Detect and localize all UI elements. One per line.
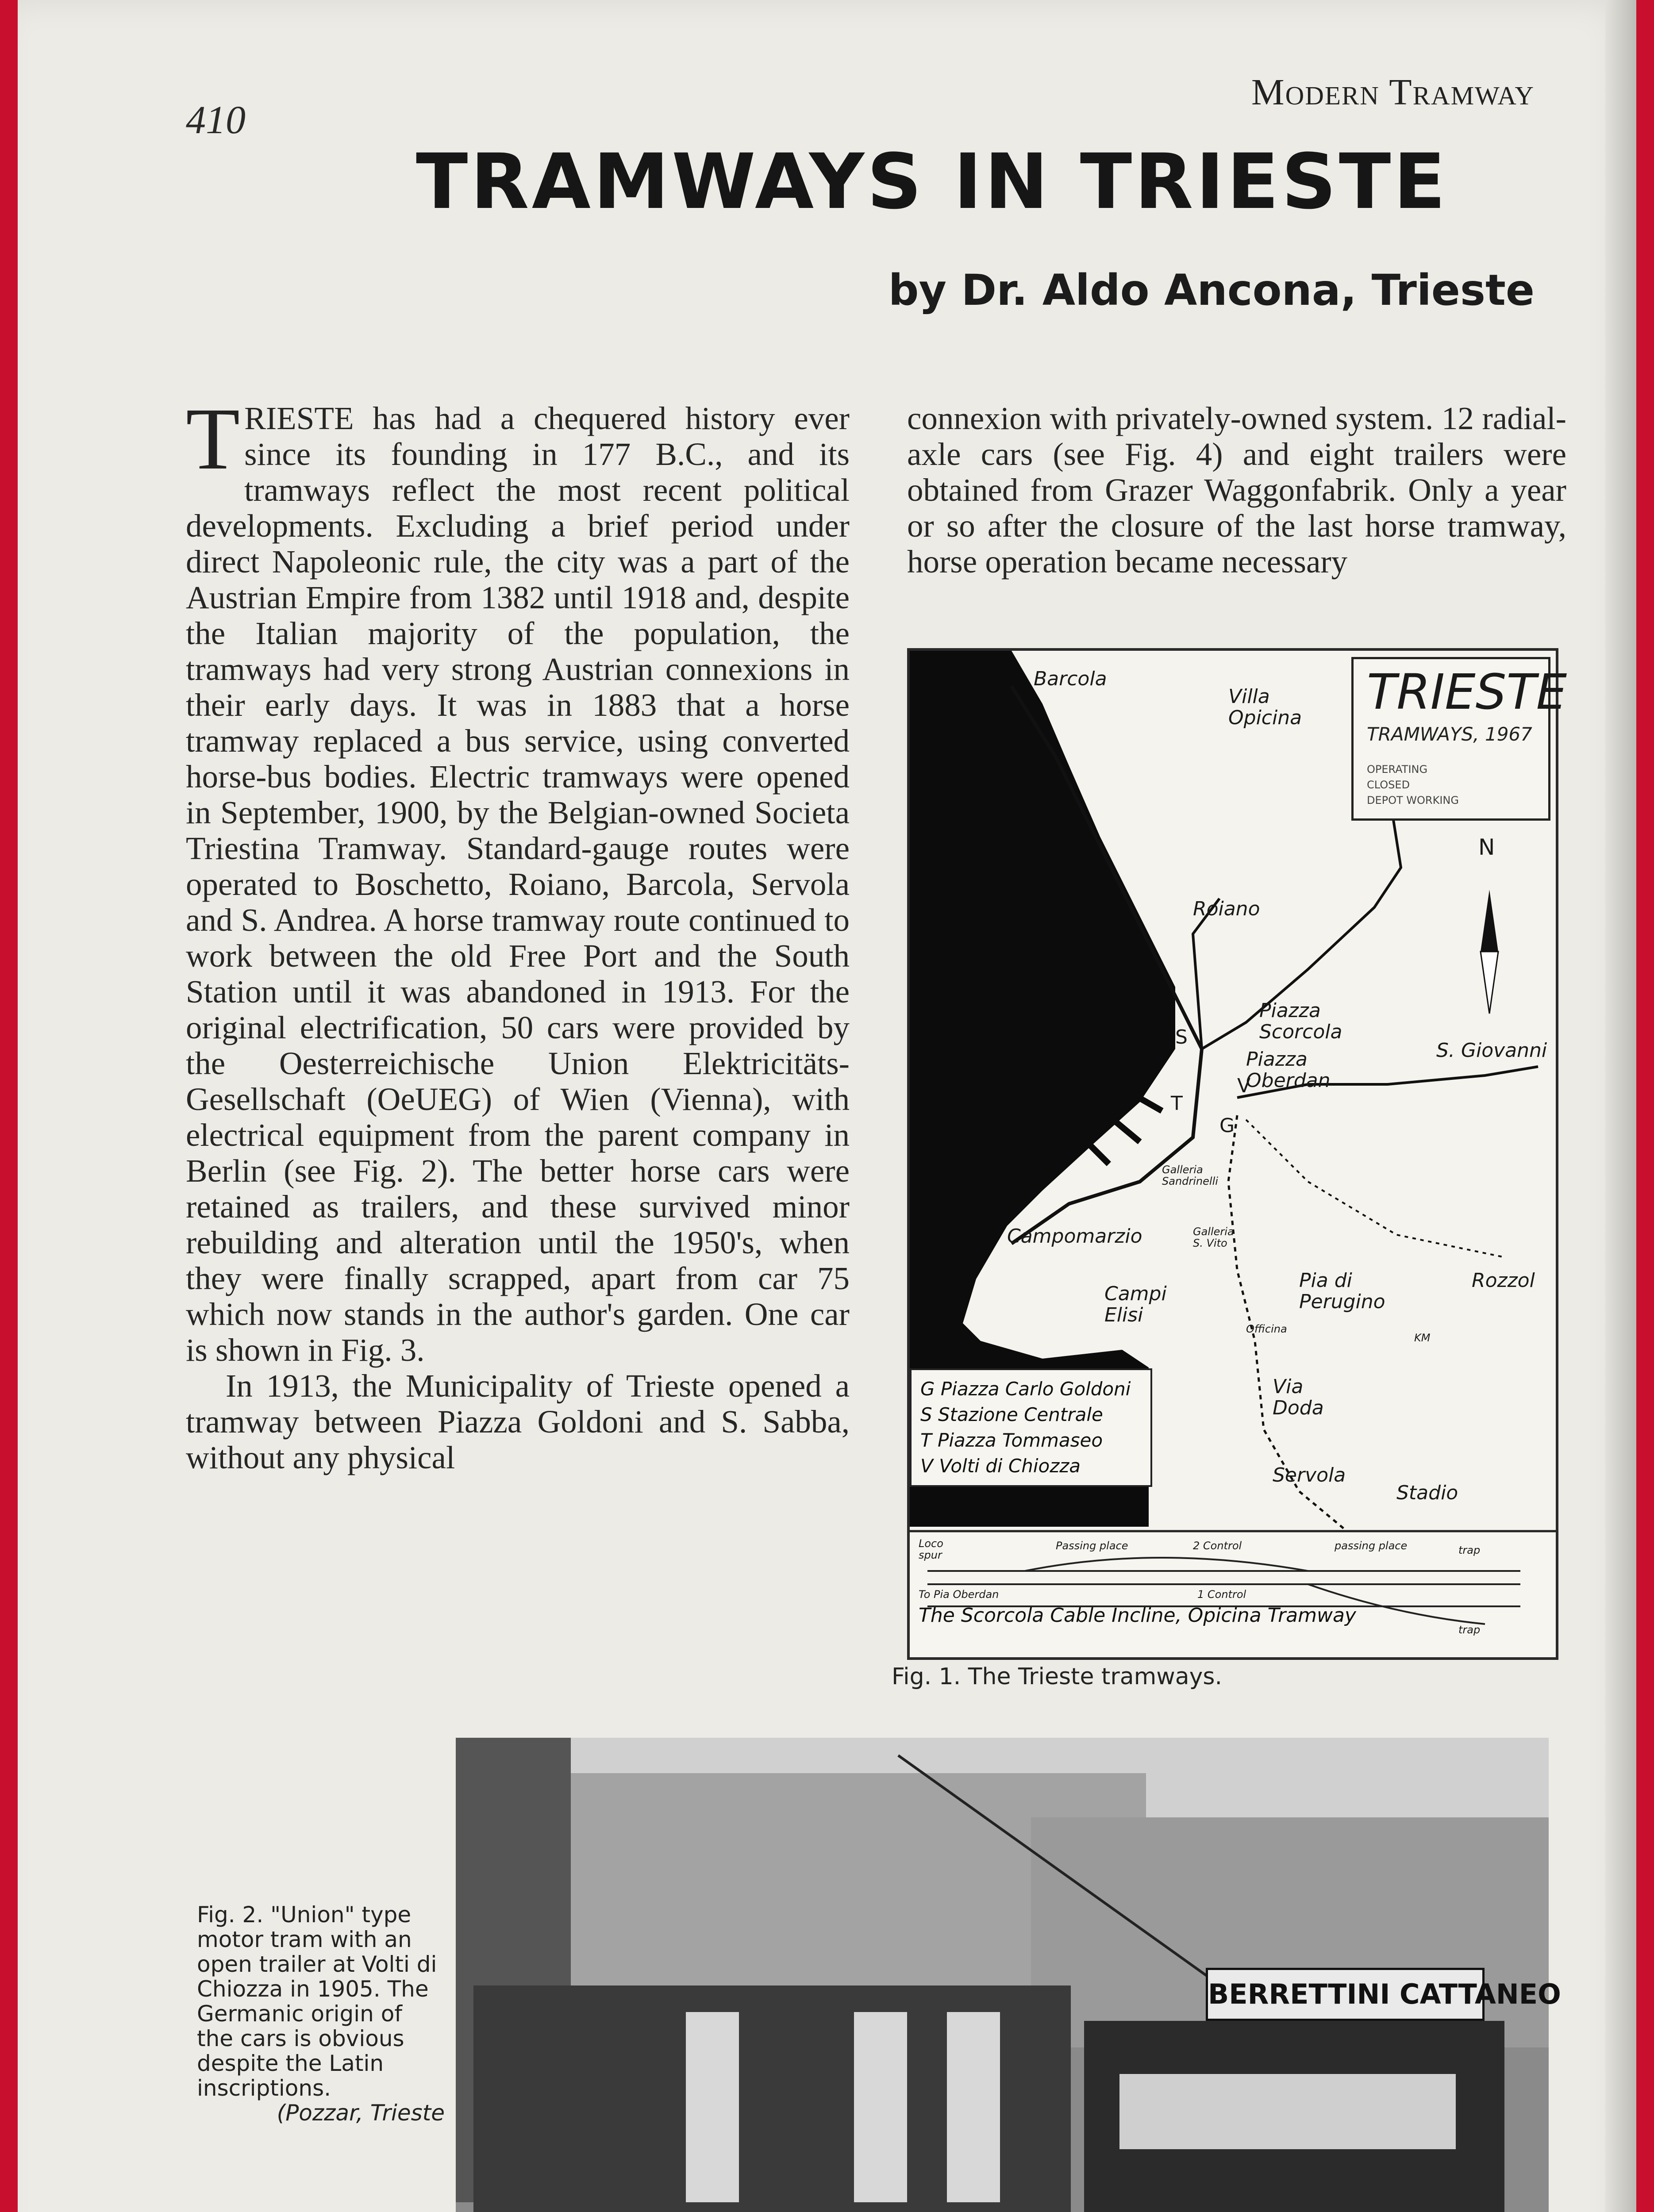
map-title: TRIESTE — [1367, 664, 1567, 720]
tram-photograph — [456, 1738, 1561, 2212]
legend-closed: CLOSED — [1367, 779, 1410, 791]
key-s: S Stazione Centrale — [920, 1404, 1103, 1425]
label-control-1: 1 Control — [1197, 1588, 1246, 1601]
fig1-caption: Fig. 1. The Trieste tramways. — [892, 1663, 1223, 1690]
label-campomarzio: Campomarzio — [1007, 1225, 1142, 1248]
article-column-1 — [186, 390, 850, 1475]
paragraph-1-text: RIESTE has had a chequered history ever since its founding in 177 B.C., and its tramways reflect the most recent political developments. Excluding a brief period under direct Napoleonic rule, the city was a part of the Austrian Empire from 1382 until 1918 and, despite the Italian majority of the population, the tramways had very strong Austrian connexions in their early days. It was in 1883 that a horse tramway replaced a bus service, using converted horse-bus bodies. Electric tramways were opened in September, 1900, by the Belgian-owned Societa Triestina Tramway. Standard-gauge routes were operated to Boschetto, Roiano, Barcola, Servola and S. Andrea. A horse tramway route continued to work between the old Free Port and the South Station until it was abandoned in 1913. For the original electrification, 50 cars were provided by the Oesterreichische Union Elektricitäts-Gesellschaft (OeUEG) of Wien (Vienna), with electrical equipment from the parent company in Berlin (see Fig. 2). The better horse cars were retained as trailers, and these survived minor rebuilding and alteration until the 1950's, when they were finally scrapped, apart from car 75 which now stands in the author's garden. One car is shown in Fig. 3. — [186, 400, 850, 1368]
marker-g: G — [1219, 1114, 1235, 1137]
label-control-2: 2 Control — [1193, 1540, 1242, 1552]
label-trap-2: trap — [1458, 1624, 1481, 1636]
marker-v: V — [1237, 1075, 1251, 1097]
north-label: N — [1478, 834, 1495, 860]
label-passing-place-2: passing place — [1335, 1540, 1408, 1552]
label-roiano: Roiano — [1193, 898, 1260, 920]
trieste-tramway-map — [907, 648, 1567, 1660]
legend-depot-working: DEPOT WORKING — [1367, 794, 1459, 806]
label-stadio: Stadio — [1396, 1482, 1458, 1504]
rozzol-line — [1246, 1120, 1503, 1257]
label-galleria-s-vito: Galleria S. Vito — [1193, 1225, 1234, 1249]
roiano-line — [1193, 899, 1219, 1049]
label-galleria-sandrinelli: Galleria Sandrinelli — [1162, 1164, 1218, 1187]
paragraph-1 — [186, 390, 850, 1368]
fig2-credit: (Pozzar, Trieste — [277, 2100, 445, 2126]
label-barcola: Barcola — [1034, 668, 1107, 690]
label-servola: Servola — [1273, 1464, 1346, 1486]
label-passing-place: Passing place — [1056, 1540, 1128, 1552]
article-title: TRAMWAYS IN TRIESTE — [416, 137, 1448, 226]
legend-operating: OPERATING — [1367, 763, 1428, 776]
label-villa-opicina: Villa Opicina — [1228, 685, 1302, 729]
label-via-doda: Via Doda — [1273, 1375, 1324, 1419]
marker-t: T — [1171, 1092, 1183, 1115]
page-number: 410 — [186, 98, 246, 142]
key-t: T Piazza Tommaseo — [920, 1429, 1103, 1451]
label-officina: Officina — [1246, 1323, 1287, 1335]
label-loco-spur: Loco spur — [919, 1537, 943, 1561]
page-spine — [1605, 0, 1636, 2212]
station-key — [910, 1368, 1152, 1487]
paragraph-2: In 1913, the Municipality of Trieste opened a tramway between Piazza Goldoni and S. Sabba, without any physical — [186, 1368, 850, 1475]
label-piazza-oberdan: Piazza Oberdan — [1246, 1048, 1331, 1092]
drop-cap: T — [186, 390, 240, 488]
label-piazza-scorcola: Piazza Scorcola — [1259, 999, 1342, 1043]
running-head: Modern Tramway — [1251, 72, 1535, 113]
incline-inset-caption: The Scorcola Cable Incline, Opicina Tramway — [919, 1604, 1356, 1627]
label-km: KM — [1414, 1332, 1431, 1344]
label-to-pia-oberdan: To Pia Oberdan — [919, 1588, 999, 1601]
map-subtitle: TRAMWAYS, 1967 — [1367, 723, 1532, 745]
article-byline: by Dr. Aldo Ancona, Trieste — [888, 265, 1535, 315]
label-rozzol: Rozzol — [1472, 1269, 1535, 1292]
map-title-box — [1351, 657, 1567, 821]
berrettini-sign: BERRETTINI CATTANEO — [1206, 1968, 1485, 2021]
key-g: G Piazza Carlo Goldoni — [920, 1378, 1131, 1400]
label-s-giovanni: S. Giovanni — [1436, 1039, 1547, 1062]
north-arrow-top — [1481, 890, 1498, 952]
label-pia-di-perugino: Pia di Perugino — [1299, 1269, 1385, 1313]
key-v: V Volti di Chiozza — [920, 1455, 1081, 1477]
label-trap-1: trap — [1458, 1544, 1481, 1556]
magazine-page — [18, 0, 1636, 2212]
paragraph-3: connexion with privately-owned system. 12 radial-axle cars (see Fig. 4) and eight trailers were obtained from Grazer Waggonfabrik. Only a year or so after the closure of the last horse tramway, horse operation became necessary — [907, 400, 1566, 580]
marker-s: S — [1175, 1026, 1188, 1048]
article-column-2 — [907, 400, 1566, 580]
fig2-caption-text: Fig. 2. "Union" type motor tram with an open trailer at Volti di Chiozza in 1905. The Germanic origin of the cars is obvious despite the Latin inscriptions. — [197, 1902, 437, 2101]
label-campi-elisi: Campi Elisi — [1104, 1283, 1167, 1326]
fig2-caption — [197, 1902, 445, 2125]
north-arrow-bottom — [1481, 952, 1498, 1014]
